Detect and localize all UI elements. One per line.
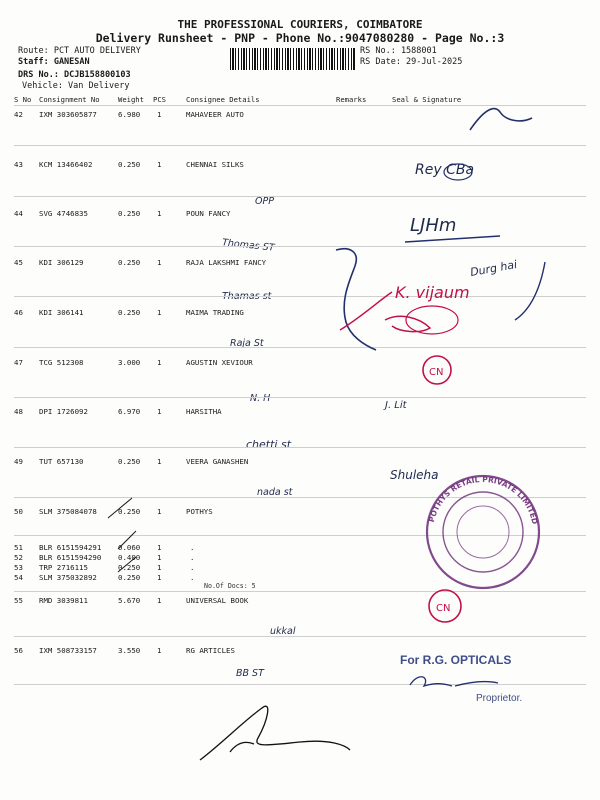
row-consignment: RMD 3039811 xyxy=(39,596,88,605)
signature-42-stroke xyxy=(470,109,532,130)
row-consignee: POUN FANCY xyxy=(186,209,231,218)
row-consignee: . xyxy=(190,563,195,572)
row-sno: 45 xyxy=(14,258,23,267)
row-consignment: DPI 1726092 xyxy=(39,407,88,416)
row-consignment: SLM 375084078 xyxy=(39,507,97,516)
rs-number: RS No.: 1588001 xyxy=(360,46,437,56)
row-consignment: KDI 306129 xyxy=(39,258,84,267)
svg-text:POTHYS RETAIL PRIVATE LIMITED: POTHYS RETAIL PRIVATE LIMITED xyxy=(427,474,540,526)
row-pcs: 1 xyxy=(157,358,162,367)
row-sno: 52 xyxy=(14,553,23,562)
row-consignment: BLR 6151594291 xyxy=(39,543,102,552)
signature-43: Rey CBa xyxy=(415,162,475,178)
signature-46-red-oval xyxy=(406,306,458,334)
rs-date: RS Date: 29-Jul-2025 xyxy=(360,57,463,67)
handwritten-note: nada st xyxy=(257,487,293,498)
driver-signature-stroke xyxy=(200,706,350,760)
row-weight: 0.250 xyxy=(118,573,141,582)
row-consignment: SVG 4746835 xyxy=(39,209,88,218)
row-weight: 0.250 xyxy=(118,308,141,317)
row-weight: 6.980 xyxy=(118,110,141,119)
staff-label: Staff: GANESAN xyxy=(18,57,90,67)
company-title: THE PROFESSIONAL COURIERS, COIMBATORE xyxy=(177,18,423,31)
handwritten-note: N. H xyxy=(250,393,271,404)
runsheet-subtitle: Delivery Runsheet - PNP - Phone No.:9047080280 - Page No.:3 xyxy=(95,31,505,45)
row-sno: 49 xyxy=(14,457,23,466)
row-sno: 51 xyxy=(14,543,23,552)
handwritten-note: Raja St xyxy=(230,338,264,349)
row-pcs: 1 xyxy=(157,160,162,169)
strike-mark xyxy=(118,531,136,549)
bracket-stroke xyxy=(336,249,376,350)
row-weight: 5.670 xyxy=(118,596,141,605)
row-sno: 53 xyxy=(14,563,23,572)
strike-mark xyxy=(118,557,136,572)
row-sno: 50 xyxy=(14,507,23,516)
row-weight: 0.250 xyxy=(118,507,141,516)
row-consignee: . xyxy=(190,553,195,562)
row-consignee: RAJA LAKSHMI FANCY xyxy=(186,258,267,267)
row-consignment: TRP 2716115 xyxy=(39,563,88,572)
row-sno: 44 xyxy=(14,209,23,218)
col-remarks: Remarks xyxy=(336,95,367,104)
row-consignment: SLM 375032892 xyxy=(39,573,97,582)
row-consignee: POTHYS xyxy=(186,507,213,516)
row-consignment: IXM 303605877 xyxy=(39,110,97,119)
handwritten-note: BB ST xyxy=(236,668,264,679)
handwritten-note: chetti st xyxy=(246,438,292,451)
row-sno: 56 xyxy=(14,646,23,655)
signature-45-tail xyxy=(515,262,545,320)
row-consignee: RG ARTICLES xyxy=(186,646,235,655)
row-consignee: . xyxy=(190,573,195,582)
col-weight: Weight xyxy=(118,95,144,104)
row-consignee: VEERA GANASHEN xyxy=(186,457,249,466)
vehicle-label: Vehicle: Van Delivery xyxy=(22,81,130,91)
row-pcs: 1 xyxy=(157,308,162,317)
row-pcs: 1 xyxy=(157,407,162,416)
row-weight: 3.550 xyxy=(118,646,141,655)
signature-43-oval xyxy=(444,164,472,180)
row-weight: 6.970 xyxy=(118,407,141,416)
row-sno: 43 xyxy=(14,160,23,169)
row-pcs: 1 xyxy=(157,553,162,562)
rg-signature-stroke xyxy=(410,677,498,686)
drs-label: DRS No.: DCJB158800103 xyxy=(18,70,131,80)
row-consignee: . xyxy=(190,543,195,552)
row-pcs: 1 xyxy=(157,543,162,552)
row-sno: 54 xyxy=(14,573,23,582)
signature-44: LJHm xyxy=(410,215,457,236)
row-weight: 3.000 xyxy=(118,358,141,367)
company-seal xyxy=(427,475,539,588)
row-pcs: 1 xyxy=(157,209,162,218)
row-weight: 0.250 xyxy=(118,258,141,267)
signature-46: K. vijaum xyxy=(395,283,470,302)
row-sno: 42 xyxy=(14,110,23,119)
row-consignment: BLR 6151594290 xyxy=(39,553,102,562)
row-pcs: 1 xyxy=(157,573,162,582)
row-sno: 48 xyxy=(14,407,23,416)
row-pcs: 1 xyxy=(157,258,162,267)
no-of-docs: No.Of Docs: 5 xyxy=(204,582,256,590)
row-weight: 0.250 xyxy=(118,563,141,572)
stamp-line2: Proprietor. xyxy=(476,693,523,704)
row-consignee: HARSITHA xyxy=(186,407,222,416)
row-consignment: IXM 508733157 xyxy=(39,646,97,655)
handwritten-note: Thomas ST xyxy=(221,237,275,254)
route-label: Route: PCT AUTO DELIVERY xyxy=(18,46,141,56)
row-consignee: AGUSTIN XEVIOUR xyxy=(186,358,253,367)
row-consignment: KDI 306141 xyxy=(39,308,84,317)
row-pcs: 1 xyxy=(157,563,162,572)
row-pcs: 1 xyxy=(157,596,162,605)
row-sno: 55 xyxy=(14,596,23,605)
signature-46-red-stroke xyxy=(340,292,430,332)
row-consignee: MAIMA TRADING xyxy=(186,308,244,317)
row-weight: 0.400 xyxy=(118,553,141,562)
col-sno: S No xyxy=(14,95,32,104)
row-pcs: 1 xyxy=(157,110,162,119)
row-weight: 0.250 xyxy=(118,160,141,169)
strike-mark xyxy=(108,498,132,518)
row-sno: 46 xyxy=(14,308,23,317)
signature-45: Durg hai xyxy=(469,257,518,280)
signature-44-underline xyxy=(405,236,500,242)
stamp-line1: For R.G. OPTICALS xyxy=(400,653,512,667)
rg-opticals-stamp xyxy=(400,653,550,704)
row-weight: 0.250 xyxy=(118,457,141,466)
row-pcs: 1 xyxy=(157,646,162,655)
row-consignee: UNIVERSAL BOOK xyxy=(186,596,249,605)
row-pcs: 1 xyxy=(157,507,162,516)
handwritten-note: OPP xyxy=(255,196,274,207)
row-consignment: TCG 512308 xyxy=(39,358,84,367)
cn-mark-47: CN xyxy=(429,367,444,378)
col-pcs: PCS xyxy=(153,95,166,104)
signature-48: J. Lit xyxy=(385,400,407,411)
row-consignment: TUT 657130 xyxy=(39,457,84,466)
row-weight: 0.250 xyxy=(118,209,141,218)
row-pcs: 1 xyxy=(157,457,162,466)
col-seal-signature: Seal & Signature xyxy=(392,95,462,104)
row-consignee: MAHAVEER AUTO xyxy=(186,110,244,119)
row-weight: 0.060 xyxy=(118,543,141,552)
handwritten-note: ukkal xyxy=(270,626,296,637)
handwritten-note: Thamas st xyxy=(222,291,272,302)
row-sno: 47 xyxy=(14,358,23,367)
col-consignment: Consignment No xyxy=(39,95,100,104)
row-consignment: KCM 13466402 xyxy=(39,160,93,169)
cn-mark-55: CN xyxy=(436,603,451,614)
col-consignee: Consignee Details xyxy=(186,95,260,104)
row-consignee: CHENNAI SILKS xyxy=(186,160,244,169)
signature-49: Shuleha xyxy=(390,468,439,482)
